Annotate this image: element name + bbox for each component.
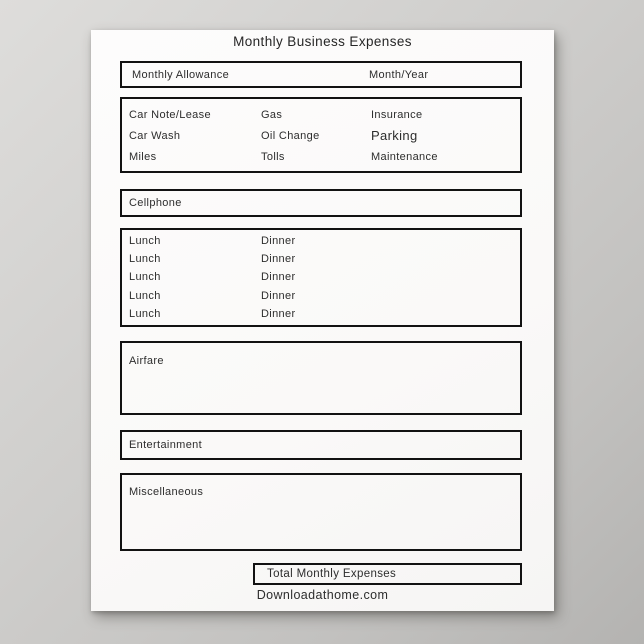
vehicle-expenses-box (120, 97, 522, 173)
page-title: Monthly Business Expenses (233, 34, 412, 49)
tolls-label: Tolls (261, 151, 285, 164)
lunch-label: Lunch (129, 289, 161, 302)
maintenance-label: Maintenance (371, 151, 438, 164)
gas-label: Gas (261, 108, 283, 121)
miles-label: Miles (129, 151, 157, 164)
miscellaneous-label: Miscellaneous (129, 486, 204, 498)
dinner-label: Dinner (261, 235, 296, 248)
cellphone-label: Cellphone (129, 197, 182, 209)
lunch-label: Lunch (129, 235, 161, 248)
airfare-box (120, 341, 522, 415)
dinner-label: Dinner (261, 289, 296, 302)
monthly-allowance-box (120, 61, 522, 88)
monthly-allowance-label: Monthly Allowance (132, 68, 230, 81)
dinner-label: Dinner (261, 307, 296, 320)
entertainment-box (120, 430, 522, 460)
entertainment-label: Entertainment (129, 439, 203, 451)
expense-form-poster (91, 30, 554, 611)
insurance-label: Insurance (371, 108, 423, 121)
parking-label: Parking (371, 128, 418, 144)
meals-box (120, 228, 522, 327)
dinner-label: Dinner (261, 271, 296, 284)
month-year-label: Month/Year (369, 68, 429, 81)
cellphone-box (120, 189, 522, 217)
lunch-label: Lunch (129, 253, 161, 266)
total-expenses-box (253, 563, 522, 585)
car-note-lease-label: Car Note/Lease (129, 108, 211, 121)
car-wash-label: Car Wash (129, 129, 181, 142)
total-expenses-label: Total Monthly Expenses (267, 568, 397, 580)
lunch-label: Lunch (129, 271, 161, 284)
airfare-label: Airfare (129, 355, 164, 367)
dinner-label: Dinner (261, 253, 296, 266)
website-footer: Downloadathome.com (256, 588, 389, 602)
lunch-label: Lunch (129, 307, 161, 320)
miscellaneous-box (120, 473, 522, 551)
oil-change-label: Oil Change (261, 129, 320, 142)
